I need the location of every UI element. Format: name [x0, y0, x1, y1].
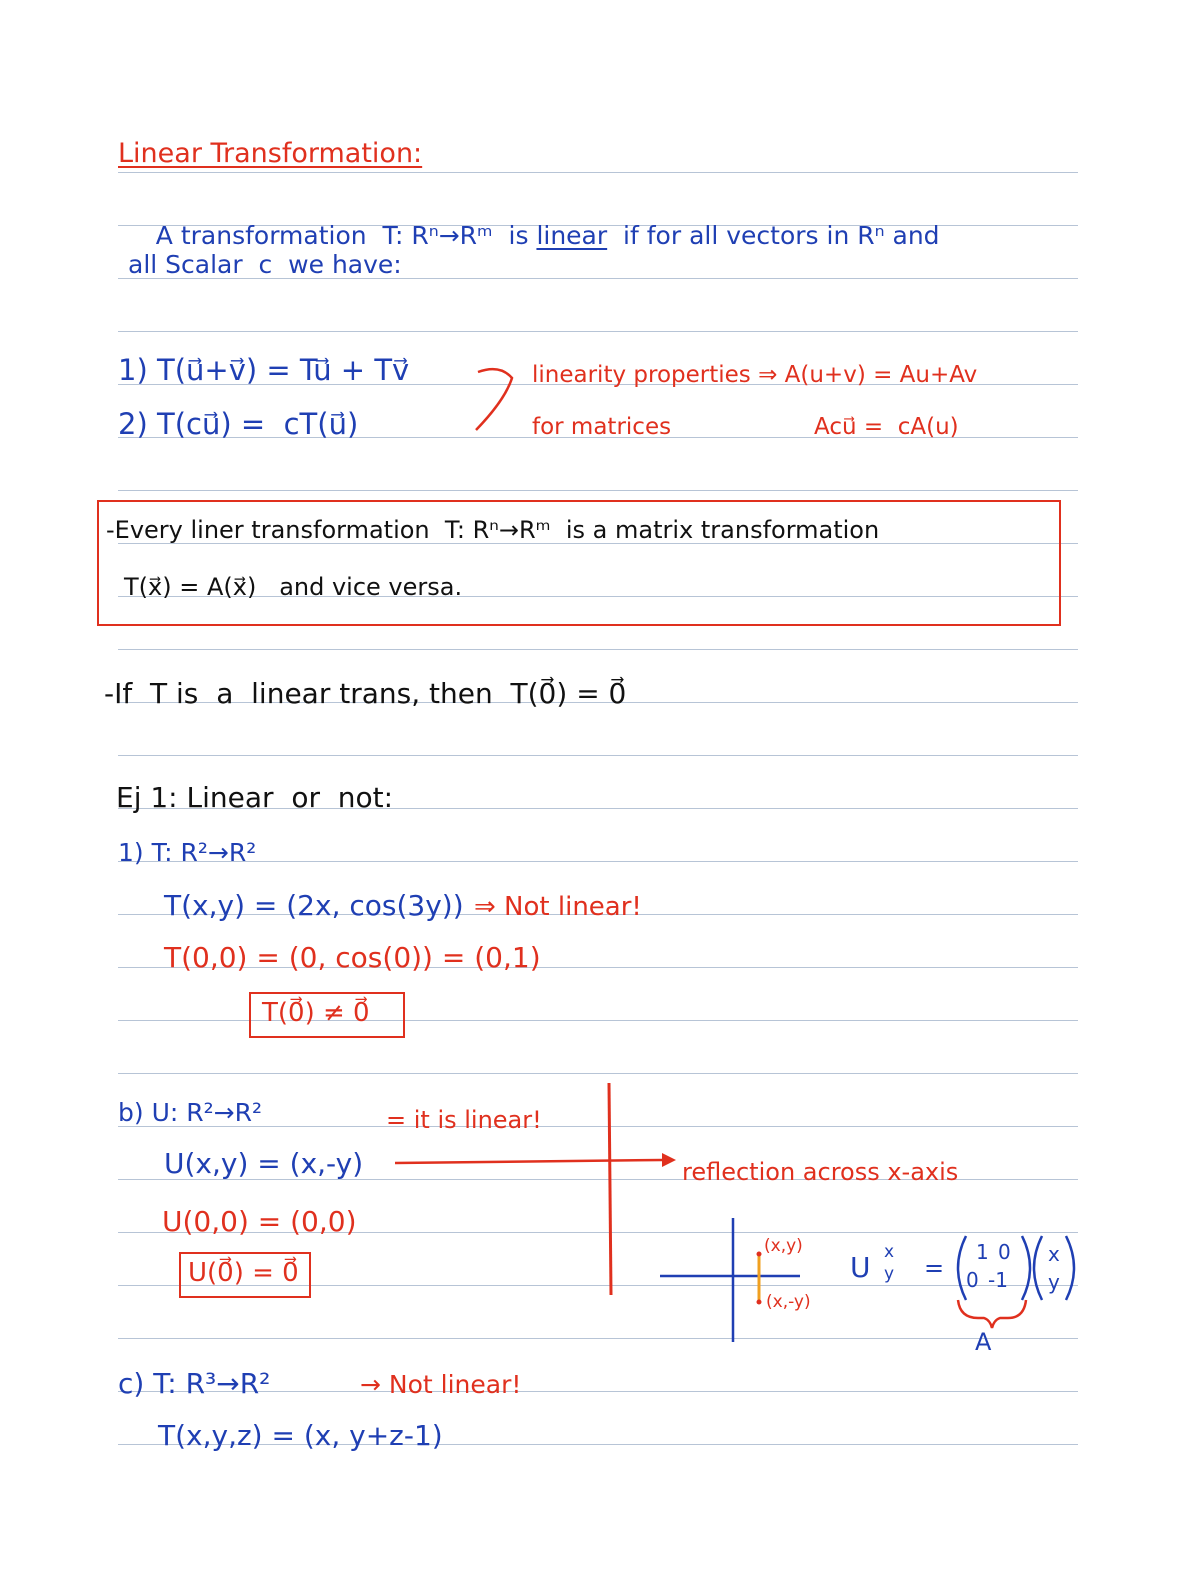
matrix-label: A [975, 1328, 992, 1356]
linearity-note-line-1: linearity properties ⇒ A(u+v) = Au+Av [532, 362, 978, 388]
definition-line-2: all Scalar c we have: [128, 250, 402, 279]
definition-text-pre: A transformation T: Rⁿ→Rᵐ is [155, 221, 537, 250]
example-heading: Ej 1: Linear or not: [116, 781, 394, 814]
lhs-vector-top: x [884, 1242, 895, 1262]
example-c-rule: T(x,y,z) = (x, y+z-1) [158, 1419, 443, 1452]
page-title: Linear Transformation: [118, 138, 423, 169]
rhs-vector-top: x [1048, 1242, 1060, 1266]
matrix-m11: 1 [976, 1240, 989, 1264]
example-a-verdict: ⇒ Not linear! [474, 892, 642, 922]
matrix-eq-sign: = [924, 1254, 945, 1282]
vector-bracket-left [1034, 1236, 1042, 1300]
matrix-bracket-right [1022, 1236, 1030, 1300]
matrix-m22: -1 [988, 1268, 1008, 1292]
example-b-label: b) U: R²→R² [118, 1098, 262, 1127]
arrow-to-reflection [395, 1160, 662, 1163]
example-a-label: 1) T: R²→R² [118, 838, 257, 867]
zero-vector-fact: -If T is a linear trans, then T(0⃗) = 0⃗ [104, 677, 627, 710]
bracket-stroke [476, 369, 512, 430]
example-c-label: c) T: R³→R² [118, 1367, 271, 1400]
point-top [757, 1252, 762, 1257]
example-a-rule: T(x,y) = (2x, cos(3y)) [164, 889, 464, 922]
example-c-verdict: → Not linear! [360, 1370, 522, 1399]
property-homogeneity: 2) T(cu⃗) = cT(u⃗) [118, 407, 359, 441]
definition-linear-word: linear [536, 221, 608, 250]
matrix-m12: 0 [998, 1240, 1011, 1264]
divider-line [609, 1083, 611, 1295]
linearity-note-scalar: Acu⃗ = cA(u) [814, 414, 959, 440]
definition-text-post: if for all vectors in Rⁿ and [607, 221, 940, 250]
example-b-verdict: = it is linear! [386, 1106, 542, 1134]
matrix-brace [958, 1300, 1026, 1328]
boxed-fact-line-1: -Every liner transformation T: Rⁿ→Rᵐ is a matrix transformation [106, 516, 880, 544]
matrix-eq-lhs: U [850, 1251, 871, 1284]
example-a-result: T(0⃗) ≠ 0⃗ [262, 998, 370, 1028]
matrix-bracket-left [958, 1236, 966, 1300]
example-a-check: T(0,0) = (0, cos(0)) = (0,1) [164, 941, 541, 974]
matrix-m21: 0 [966, 1268, 979, 1292]
rhs-vector-bottom: y [1048, 1270, 1060, 1294]
lhs-vector-bottom: y [884, 1264, 895, 1284]
point-top-label: (x,y) [764, 1236, 803, 1256]
reflection-note: reflection across x-axis [682, 1158, 959, 1186]
vector-bracket-right [1066, 1236, 1074, 1300]
example-b-check: U(0,0) = (0,0) [162, 1205, 357, 1238]
example-b-rule: U(x,y) = (x,-y) [164, 1147, 364, 1180]
arrow-head [662, 1153, 676, 1167]
point-bottom-label: (x,-y) [766, 1292, 811, 1312]
linearity-note-line-2: for matrices [532, 414, 672, 440]
boxed-fact-line-2: T(x⃗) = A(x⃗) and vice versa. [124, 573, 463, 601]
point-bottom [757, 1300, 762, 1305]
example-b-result: U(0⃗) = 0⃗ [188, 1258, 299, 1288]
property-additivity: 1) T(u⃗+v⃗) = Tu⃗ + Tv⃗ [118, 353, 410, 387]
